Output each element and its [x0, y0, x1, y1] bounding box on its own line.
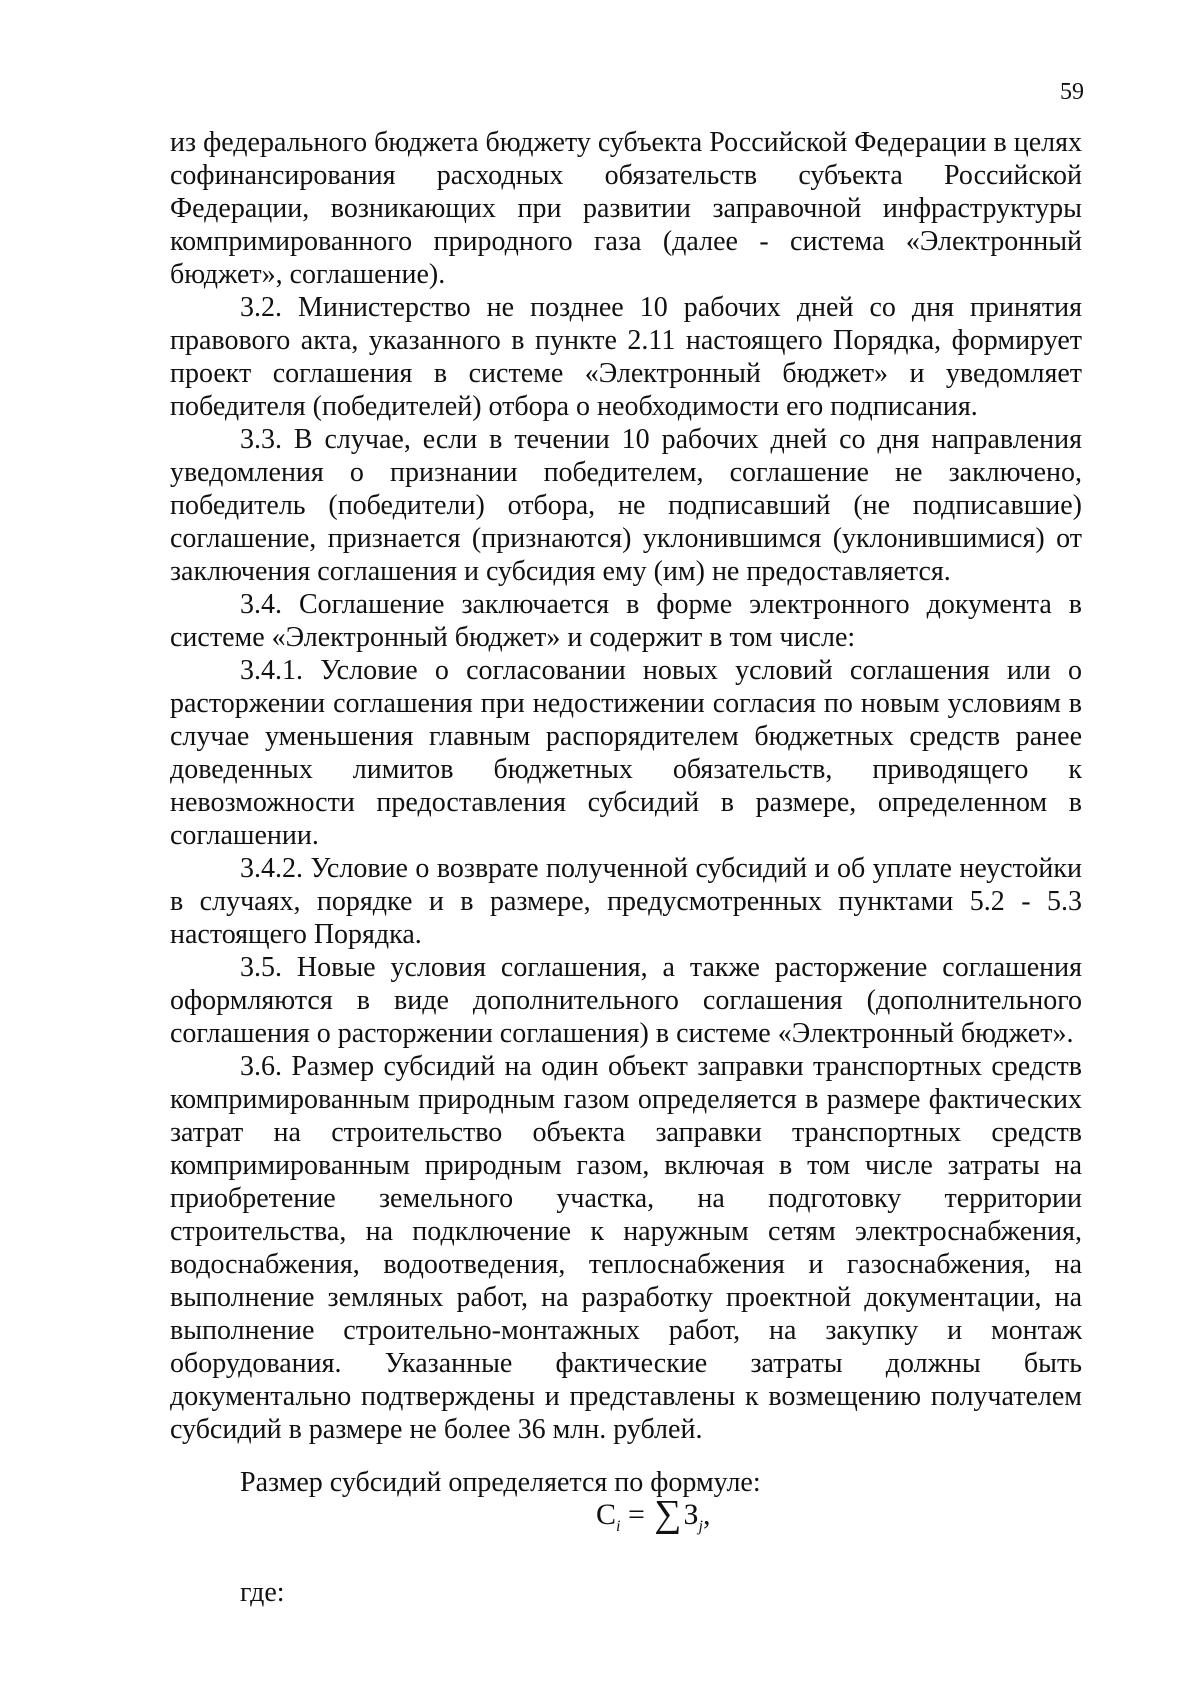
paragraph-3-6: 3.6. Размер субсидий на один объект заправки транспортных средств компримированным природным газом определяется в размере фактических затрат на строительство объекта заправки транспортных средств компримированным природным газом, включая в том числе затраты на приобретение земельного участка, на подготовку территории строительства, на подключение к наружным сетям электроснабжения, водоснабжения, водоотведения, теплоснабжения и газоснабжения, на выполнение земляных работ, на разработку проектной документации, на выполнение строительно-монтажных работ, на закупку и монтаж оборудования. Указанные фактические затраты должны быть документально подтверждены и представлены к возмещению получателем субсидий в размере не более 36 млн. рублей. [170, 1051, 1082, 1445]
document-body [170, 126, 1082, 1499]
formula-rhs: З [683, 1498, 699, 1531]
page-number: 59 [1060, 79, 1084, 105]
formula [596, 1493, 711, 1545]
paragraph-continuation: из федерального бюджета бюджету субъекта Российской Федерации в целях софинансирования расходных обязательств субъекта Российской Федерации, возникающих при развитии заправочной инфраструктуры компримированного природного газа (далее - система «Электронный бюджет», соглашение). [170, 127, 1082, 290]
paragraph-3-4-2: 3.4.2. Условие о возврате полученной субсидий и об уплате неустойки в случаях, порядке и в размере, предусмотренных пунктами 5.2 - 5.3 настоящего Порядка. [170, 853, 1082, 950]
paragraph-3-4: 3.4. Соглашение заключается в форме электронного документа в системе «Электронный бюджет» и содержит в том числе: [170, 589, 1082, 653]
formula-equals: = [627, 1498, 645, 1531]
paragraph-3-4-1: 3.4.1. Условие о согласовании новых условий соглашения или о расторжении соглашения при недостижении согласия по новым условиям в случае уменьшения главным распорядителем бюджетных средств ранее доведенных лимитов бюджетных обязательств, приводящего к невозможности предоставления субсидий в размере, определенном в соглашении. [170, 655, 1082, 851]
where-label: где: [240, 1577, 285, 1608]
formula-intro: Размер субсидий определяется по формуле: [240, 1467, 761, 1498]
paragraph-3-3: 3.3. В случае, если в течении 10 рабочих дней со дня направления уведомления о признании победителем, соглашение не заключено, победитель (победители) отбора, не подписавший (не подписавшие) соглашение, признается (признаются) уклонившимся (уклонившимися) от заключения соглашения и субсидия ему (им) не предоставляется. [170, 424, 1082, 587]
formula-lhs: С [596, 1498, 617, 1531]
formula-rhs-subscript: j [698, 1518, 703, 1535]
paragraph-3-5: 3.5. Новые условия соглашения, а также расторжение соглашения оформляются в виде дополнительного соглашения (дополнительного соглашения о расторжении соглашения) в системе «Электронный бюджет». [170, 952, 1082, 1049]
paragraph-3-2: 3.2. Министерство не позднее 10 рабочих дней со дня принятия правового акта, указанного в пункте 2.11 настоящего Порядка, формирует проект соглашения в системе «Электронный бюджет» и уведомляет победителя (победителей) отбора о необходимости его подписания. [170, 292, 1082, 422]
formula-sum-sign: ∑ [654, 1493, 682, 1535]
formula-comma: , [702, 1498, 711, 1531]
formula-lhs-subscript: i [616, 1518, 621, 1535]
